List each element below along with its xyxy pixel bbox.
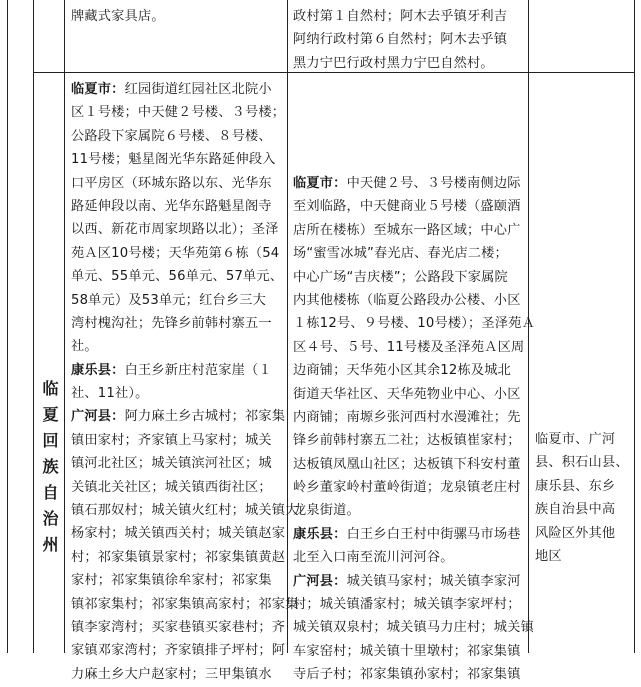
line-text: 镇石那奴村；城关镇火红村；城关镇大 bbox=[71, 503, 299, 519]
county-label: 临夏市： bbox=[71, 82, 125, 97]
line-text: 家村；祁家集镇徐牟家村；祁家集 bbox=[71, 573, 272, 589]
line-text: 内商铺；南塬乡张河西村水漫滩社；先 bbox=[293, 409, 521, 425]
region-char: 夏 bbox=[42, 405, 59, 424]
text-line bbox=[293, 359, 535, 382]
line-text: 镇祁家集村；祁家集镇高家村；祁家集 bbox=[71, 596, 299, 612]
text-line bbox=[71, 312, 299, 335]
line-text: 苑Ａ区10号楼；天华苑第６栋（54 bbox=[71, 245, 280, 261]
county-label: 康乐县： bbox=[293, 526, 347, 542]
line-text: 白王乡新庄村范家崖（１ bbox=[124, 362, 272, 378]
text-line bbox=[71, 218, 299, 241]
text-line bbox=[71, 242, 299, 265]
line-text: 城关镇双泉村；城关镇马力庄村；城关镇 bbox=[293, 620, 534, 636]
text-line bbox=[293, 429, 535, 452]
region-name bbox=[40, 376, 61, 558]
line-text: 11号楼；魁星阁光华东路延伸段入 bbox=[71, 152, 276, 168]
line-text: 中心广场“吉庆楼”；公路段下家属院 bbox=[293, 269, 508, 285]
line-text: 场“蜜雪冰城”春光店、春光店二楼； bbox=[293, 246, 508, 262]
text-line bbox=[293, 570, 535, 593]
text-line bbox=[71, 172, 299, 195]
region-char: 州 bbox=[42, 535, 59, 554]
text-line bbox=[293, 266, 535, 289]
line-text: 社。 bbox=[71, 339, 98, 355]
text-line bbox=[293, 219, 535, 242]
text-line: 临夏市、广河 bbox=[535, 432, 616, 447]
line-text: 单元、55单元、56单元、57单元、 bbox=[71, 269, 284, 285]
text-line bbox=[71, 78, 299, 101]
line-text: 街道天华社区、天华苑物业中心、小区 bbox=[293, 386, 521, 402]
medium-risk-areas bbox=[293, 172, 535, 687]
line-text: 内其他楼栋（临夏公路段办公楼、小区 bbox=[293, 292, 521, 308]
line-text: 岭乡董家岭村董岭街道；龙泉镇老庄村 bbox=[293, 480, 521, 496]
line-text: 寺后子村；祁家集镇孙家村；祁家集镇 bbox=[293, 667, 521, 683]
line-text: 村；城关镇潘家村；城关镇李家坪村； bbox=[293, 597, 521, 613]
text-line: 风险区外其他 bbox=[535, 525, 616, 541]
region-char: 回 bbox=[42, 431, 59, 450]
line-text: 口平房区（环城东路以东、光华东 bbox=[71, 175, 272, 191]
text-line bbox=[293, 640, 535, 663]
text-line: 地区 bbox=[535, 548, 562, 564]
line-text: 镇李家湾村；买家巷镇买家巷村；齐 bbox=[71, 619, 286, 635]
region-char: 治 bbox=[42, 509, 59, 528]
line-text: 区４号、５号、11号楼及圣泽苑Ａ区周 bbox=[293, 339, 525, 355]
text-line bbox=[71, 289, 299, 312]
text-line bbox=[293, 546, 535, 569]
line-text: 锋乡前韩村寨五二社；达板镇崔家村； bbox=[293, 433, 521, 449]
line-text: 达板镇凤凰山社区；达板镇下科安村董 bbox=[293, 456, 521, 472]
table-border bbox=[634, 0, 635, 653]
text-line bbox=[71, 195, 299, 218]
text-line bbox=[293, 312, 535, 335]
table-border bbox=[64, 0, 65, 653]
line-text: 力麻土乡大户赵家村；三甲集镇水 bbox=[71, 666, 272, 682]
line-text: 公路段下家属院６号楼、８号楼、 bbox=[71, 128, 272, 144]
text-line bbox=[71, 429, 299, 452]
low-risk-areas bbox=[535, 428, 629, 568]
region-char: 临 bbox=[42, 379, 59, 398]
text-line bbox=[71, 663, 299, 686]
text-line bbox=[293, 663, 535, 686]
text-line bbox=[293, 289, 535, 312]
text-line bbox=[71, 405, 299, 428]
text-line bbox=[293, 242, 535, 265]
text-line bbox=[71, 593, 299, 616]
text-line bbox=[293, 406, 535, 429]
text-line bbox=[293, 336, 535, 359]
text-line bbox=[71, 125, 299, 148]
line-text: 关镇北关社区；城关镇西街社区； bbox=[71, 479, 272, 495]
line-text: 红园街道红园社区北院小 bbox=[124, 82, 272, 97]
line-text: 镇河北社区；城关镇滨河社区；城 bbox=[71, 456, 272, 472]
county-label: 临夏市： bbox=[293, 176, 347, 191]
text-line bbox=[71, 639, 299, 662]
text-line bbox=[293, 593, 535, 616]
text-line bbox=[293, 383, 535, 406]
top-row-col3: 政村第１自然村；阿木去乎镇牙利吉 阿纳行政村第６自然村；阿木去乎镇 黑力宁巴行政村黑力宁巴自然村。 bbox=[293, 9, 508, 71]
line-text: 中天健２号、３号楼南侧边际 bbox=[346, 176, 521, 191]
line-text: 路延伸段以南、光华东路魁星阁寺 bbox=[71, 198, 272, 214]
line-text: 阿力麻土乡古城村；祁家集 bbox=[124, 409, 286, 425]
text-line bbox=[71, 522, 299, 545]
text-line bbox=[293, 453, 535, 476]
high-risk-areas bbox=[71, 78, 299, 686]
line-text: 边商铺；天华苑小区其余12栋及城北 bbox=[293, 363, 511, 379]
text-line bbox=[71, 476, 299, 499]
text-line: 康乐县、东乡 bbox=[535, 478, 616, 494]
text-line bbox=[71, 382, 299, 405]
county-label: 广河县： bbox=[71, 409, 125, 425]
text-line bbox=[71, 546, 299, 569]
text-line bbox=[293, 616, 535, 639]
line-text: 杨家村；城关镇西关村；城关镇赵家 bbox=[71, 526, 286, 542]
text-line bbox=[71, 148, 299, 171]
county-label: 广河县： bbox=[293, 573, 347, 589]
line-text: 龙泉街道。 bbox=[293, 503, 360, 519]
line-text: 白王乡白王村中街骡马市场巷 bbox=[346, 526, 521, 542]
line-text: 镇田家村；齐家镇上马家村；城关 bbox=[71, 432, 272, 448]
text-line bbox=[293, 172, 535, 195]
text-line: 县、积石山县、 bbox=[535, 455, 629, 471]
line-text: 城关镇马家村；城关镇李家河 bbox=[346, 573, 521, 589]
line-text: 58单元）及53单元；红台乡三大 bbox=[71, 292, 267, 308]
text-line bbox=[71, 499, 299, 522]
table-border bbox=[33, 0, 34, 653]
text-line bbox=[71, 335, 299, 358]
line-text: 家镇邓家湾村；齐家镇排子坪村；阿 bbox=[71, 643, 286, 659]
county-label: 康乐县： bbox=[71, 362, 125, 378]
text-line bbox=[293, 523, 535, 546]
text-line bbox=[71, 359, 299, 382]
line-text: 车家窑村；城关镇十里墩村；祁家集镇 bbox=[293, 643, 521, 659]
line-text: 湾村槐沟社；先锋乡前韩村寨五一 bbox=[71, 315, 272, 331]
region-char: 族 bbox=[42, 457, 59, 476]
line-text: 社、11社）。 bbox=[71, 386, 149, 402]
text-line bbox=[293, 476, 535, 499]
text-line: 族自治县中高 bbox=[535, 502, 616, 518]
line-text: １栋12号、９号楼、10号楼）；圣泽苑Ａ bbox=[293, 316, 535, 332]
top-row-col2: 牌藏式家具店。 bbox=[71, 9, 165, 24]
line-text: 店所在楼栋）至城东一路区域；中心广 bbox=[293, 222, 521, 238]
line-text: 区１号楼；中天健２号楼、３号楼； bbox=[71, 105, 286, 121]
table-border bbox=[7, 0, 8, 653]
text-line bbox=[71, 452, 299, 475]
line-text: 村；祁家集镇景家村；祁家集镇黄赵 bbox=[71, 549, 286, 565]
text-line bbox=[293, 499, 535, 522]
line-text: 至刘临路，中天健商业５号楼（盛颐酒 bbox=[293, 199, 521, 215]
text-line bbox=[71, 616, 299, 639]
text-line bbox=[71, 265, 299, 288]
text-line bbox=[71, 101, 299, 124]
line-text: 以西、新花市周家坝路以北）；圣泽 bbox=[71, 222, 279, 238]
region-char: 自 bbox=[42, 483, 59, 502]
line-text: 北至入口南至流川河河谷。 bbox=[293, 550, 454, 566]
text-line bbox=[71, 569, 299, 592]
text-line bbox=[293, 195, 535, 218]
